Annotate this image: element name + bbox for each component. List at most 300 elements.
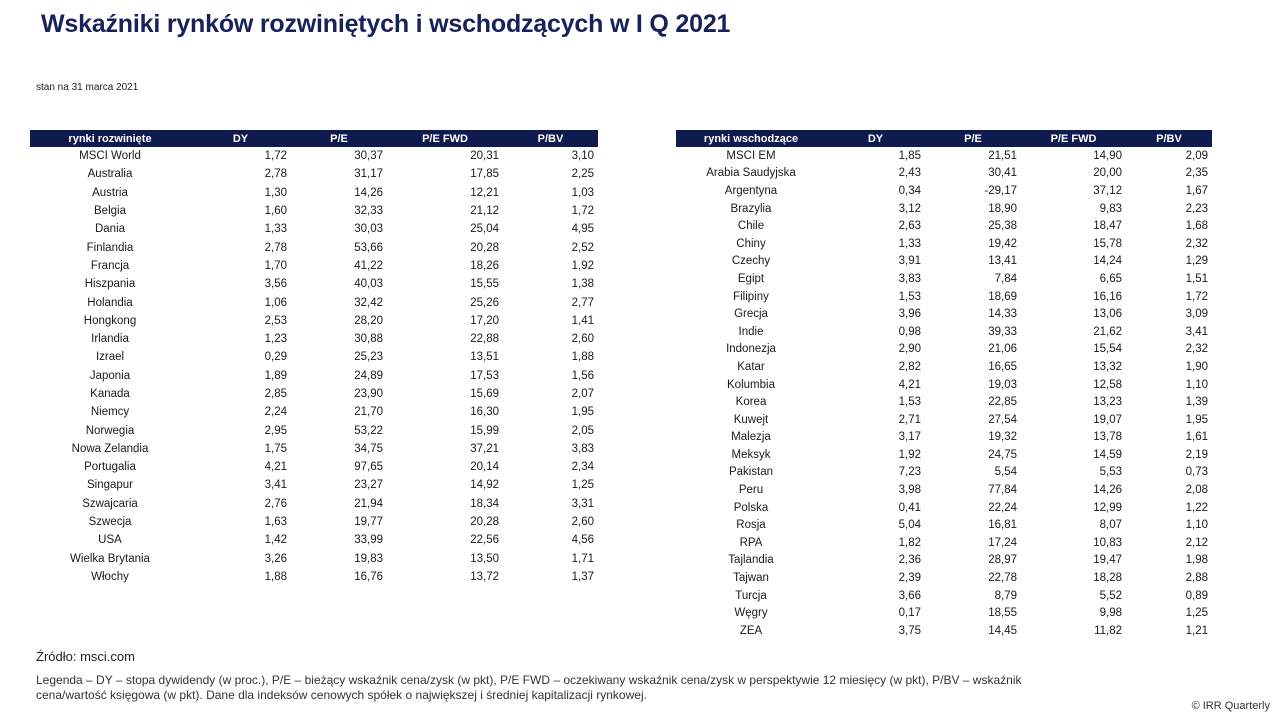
pe-fwd-value: 37,21 [470,442,499,455]
table-row [30,440,598,458]
pbv-value: 1,22 [1185,501,1208,514]
market-name: Francja [90,259,130,272]
pbv-value: 3,41 [1185,325,1208,338]
pbv-value: 2,32 [1185,237,1208,250]
pe-value: 5,54 [994,466,1017,479]
market-name: Kanada [90,388,130,400]
pe-fwd-value: 17,20 [470,314,499,327]
market-name: Malezja [731,431,771,444]
pbv-value: 2,07 [571,388,594,400]
pe-value: 22,24 [988,501,1017,514]
table-row [30,184,598,202]
header-dy: DY [826,130,925,147]
pbv-value: 1,25 [1185,607,1208,620]
market-name: Irlandia [91,333,129,346]
pe-value: 18,55 [988,607,1017,620]
market-name: Katar [737,360,765,373]
dy-value: 0,17 [898,607,921,620]
pe-value: 21,51 [988,149,1017,162]
market-name: Niemcy [90,406,130,419]
pbv-value: 1,98 [1185,554,1208,567]
table-row [676,569,1212,587]
emerging-table-body [676,147,1212,640]
table-row [30,476,598,494]
pbv-value: 3,09 [1185,308,1208,321]
table-row [676,534,1212,552]
pbv-value: 1,41 [571,314,594,327]
market-name: Portugalia [84,461,136,474]
table-row [30,147,598,165]
dy-value: 3,98 [898,484,921,497]
pe-fwd-value: 15,54 [1093,343,1122,356]
pe-fwd-value: 12,99 [1093,501,1122,514]
dy-value: 0,34 [898,184,921,197]
table-row [676,393,1212,411]
dy-value: 5,04 [898,519,921,532]
dy-value: 2,85 [264,388,287,400]
header-pe-fwd: P/E FWD [1021,130,1126,147]
table-row [30,257,598,275]
pbv-value: 1,10 [1185,378,1208,391]
table-row [30,220,598,238]
pe-fwd-value: 9,98 [1099,607,1122,620]
dy-value: 1,23 [264,333,287,346]
market-name: Meksyk [731,448,771,461]
pe-value: 16,65 [988,360,1017,373]
pbv-value: 1,21 [1185,624,1208,637]
pbv-value: 1,67 [1185,184,1208,197]
dy-value: 1,53 [898,290,921,303]
dy-value: 1,33 [264,223,287,236]
pe-value: -29,17 [984,184,1017,197]
market-name: Szwajcaria [82,497,138,510]
pe-fwd-value: 14,59 [1093,448,1122,461]
pe-fwd-value: 20,00 [1093,167,1122,180]
table-row [30,550,598,568]
table-row [676,323,1212,341]
dy-value: 4,21 [898,378,921,391]
table-row [676,411,1212,429]
pe-fwd-value: 13,32 [1093,360,1122,373]
market-name: Peru [738,484,764,497]
pe-fwd-value: 22,88 [470,333,499,346]
pe-value: 21,06 [988,343,1017,356]
pe-value: 34,75 [354,442,383,455]
header-pbv: P/BV [1126,130,1212,147]
pe-fwd-value: 6,65 [1099,272,1122,285]
pbv-value: 1,38 [571,278,594,291]
table-row [676,200,1212,218]
pe-value: 30,03 [354,223,383,236]
table-row [676,288,1212,306]
table-row [30,330,598,348]
dy-value: 2,78 [264,168,287,181]
header-pe: P/E [291,130,387,147]
table-row [676,499,1212,517]
pe-value: 22,85 [988,396,1017,409]
pbv-value: 1,56 [571,369,594,382]
market-name: Kolumbia [727,378,775,391]
market-name: RPA [739,536,763,549]
pe-value: 24,75 [988,448,1017,461]
pe-value: 77,84 [988,484,1017,497]
dy-value: 1,85 [898,149,921,162]
pe-value: 27,54 [988,413,1017,426]
pbv-value: 1,37 [571,570,594,583]
pbv-value: 1,72 [1185,290,1208,303]
market-name: Polska [733,501,769,514]
dy-value: 2,63 [898,220,921,233]
market-name: Tajwan [733,572,769,585]
pe-fwd-value: 15,55 [470,278,499,291]
dy-value: 1,06 [264,296,287,309]
pe-value: 30,37 [354,150,383,163]
pe-value: 97,65 [354,461,383,474]
table-row [676,604,1212,622]
pbv-value: 2,12 [1185,536,1208,549]
dy-value: 1,30 [264,186,287,199]
pe-value: 23,27 [354,479,383,492]
pe-value: 31,17 [354,168,383,181]
pe-value: 19,83 [354,552,383,565]
dy-value: 0,29 [264,351,287,364]
dy-value: 2,39 [898,572,921,585]
pbv-value: 1,95 [571,406,594,419]
pe-fwd-value: 18,26 [470,259,499,272]
pe-value: 41,22 [354,259,383,272]
pe-fwd-value: 20,28 [470,241,499,254]
pe-fwd-value: 14,26 [1093,484,1122,497]
table-header-row [30,130,598,147]
table-row [676,622,1212,640]
pe-value: 18,90 [988,202,1017,215]
market-name: Belgia [94,205,126,218]
pbv-value: 1,61 [1185,431,1208,444]
dy-value: 2,36 [898,554,921,567]
table-row [30,568,598,586]
pe-value: 30,88 [354,333,383,346]
market-name: Finlandia [86,241,134,254]
pe-fwd-value: 17,53 [470,369,499,382]
dy-value: 2,24 [264,406,287,419]
pbv-value: 1,51 [1185,272,1208,285]
header-pe-fwd: P/E FWD [387,130,503,147]
dy-value: 1,63 [264,516,287,529]
market-name: Indonezja [726,343,776,356]
market-name: USA [98,534,122,547]
market-name: Arabia Saudyjska [706,167,796,180]
table-row [676,235,1212,253]
pbv-value: 2,23 [1185,202,1208,215]
dy-value: 4,21 [264,461,287,474]
pe-value: 25,38 [988,220,1017,233]
market-name: Argentyna [724,184,778,197]
pbv-value: 1,10 [1185,519,1208,532]
table-row [30,458,598,476]
pe-fwd-value: 15,99 [470,424,499,437]
pbv-value: 1,39 [1185,396,1208,409]
table-row [30,312,598,330]
pbv-value: 3,83 [571,442,594,455]
pbv-value: 2,05 [571,424,594,437]
pe-value: 30,41 [988,167,1017,180]
market-name: Tajlandia [728,554,774,567]
table-row [676,182,1212,200]
table-row [30,367,598,385]
market-name: Węgry [734,607,768,620]
developed-markets-table [30,130,598,586]
table-row [676,147,1212,165]
pe-value: 19,77 [354,516,383,529]
pbv-value: 2,77 [571,296,594,309]
table-row [30,275,598,293]
dy-value: 2,43 [898,167,921,180]
market-name: Izrael [95,351,125,364]
table-row [676,516,1212,534]
pe-value: 16,81 [988,519,1017,532]
dy-value: 1,82 [898,536,921,549]
dy-value: 1,53 [898,396,921,409]
copyright: © IRR Quarterly [1191,700,1270,712]
pe-value: 28,20 [354,314,383,327]
table-row [676,552,1212,570]
dy-value: 1,70 [264,259,287,272]
table-row [676,217,1212,235]
market-name: Czechy [731,255,771,268]
pe-fwd-value: 19,07 [1093,413,1122,426]
pbv-value: 1,03 [571,186,594,199]
market-name: Holandia [87,296,133,309]
market-name: Brazylia [730,202,772,215]
developed-table-body [30,147,598,586]
dy-value: 2,76 [264,497,287,510]
market-name: Norwegia [85,424,135,437]
dy-value: 3,91 [898,255,921,268]
header-market: rynki rozwinięte [30,130,190,147]
dy-value: 3,56 [264,278,287,291]
dy-value: 3,17 [898,431,921,444]
pe-fwd-value: 11,82 [1094,624,1122,637]
dy-value: 3,41 [264,479,287,492]
table-row [676,253,1212,271]
dy-value: 3,75 [898,624,921,637]
dy-value: 2,78 [264,241,287,254]
emerging-markets-table [676,130,1212,640]
table-row [30,403,598,421]
legend-note: Legenda – DY – stopa dywidendy (w proc.), P/E – bieżący wskaźnik cena/zysk (w pkt), P/E FWD – oczekiwany wskaźnik cena/zysk w perspektywie 12 miesięcy (w pkt), P/BV – wskaźnik cena/wartość księgowa (w pkt). Dane dla indeksów cenowych spółek o największej i średniej kapitalizacji rynkowej. [36,673,1022,702]
pe-value: 25,23 [354,351,383,364]
market-name: MSCI EM [726,149,776,162]
market-name: Hiszpania [84,278,136,291]
dy-value: 1,42 [264,534,287,547]
market-name: Filipiny [733,290,769,303]
pbv-value: 4,56 [571,534,594,547]
market-name: Grecja [734,308,768,321]
pe-value: 39,33 [988,325,1017,338]
dy-value: 1,88 [264,570,287,583]
pe-fwd-value: 16,16 [1093,290,1122,303]
dy-value: 3,26 [264,552,287,565]
pe-fwd-value: 20,14 [470,461,499,474]
pe-fwd-value: 20,28 [470,516,499,529]
dy-value: 0,98 [898,325,921,338]
pe-fwd-value: 12,58 [1093,378,1122,391]
pbv-value: 2,09 [1185,149,1208,162]
market-name: Singapur [86,479,134,492]
dy-value: 1,33 [898,237,921,250]
header-market: rynki wschodzące [676,130,826,147]
pe-fwd-value: 5,53 [1099,466,1122,479]
market-name: MSCI World [79,150,141,163]
market-name: Rosja [736,519,766,532]
pe-fwd-value: 37,12 [1093,184,1122,197]
pe-fwd-value: 15,78 [1093,237,1122,250]
pe-fwd-value: 14,24 [1093,255,1122,268]
market-name: Chiny [736,237,766,250]
pbv-value: 1,72 [571,205,594,218]
pe-fwd-value: 13,78 [1093,431,1122,444]
market-name: Włochy [91,570,129,583]
pe-value: 14,26 [354,186,383,199]
pbv-value: 2,34 [571,461,594,474]
table-row [30,293,598,311]
table-row [30,513,598,531]
pbv-value: 1,88 [571,351,594,364]
pe-fwd-value: 15,69 [470,388,499,400]
pbv-value: 2,60 [571,516,594,529]
market-name: Turcja [735,589,767,602]
pe-value: 19,42 [988,237,1017,250]
source-note: Źródło: msci.com [36,649,135,664]
pe-fwd-value: 9,83 [1099,202,1122,215]
table-row [676,358,1212,376]
pe-value: 19,03 [988,378,1017,391]
table-row [30,495,598,513]
pe-fwd-value: 19,47 [1093,554,1122,567]
dy-value: 2,53 [264,314,287,327]
pbv-value: 1,71 [571,552,594,565]
table-row [676,587,1212,605]
market-name: Australia [87,168,133,181]
table-row [676,270,1212,288]
pe-fwd-value: 18,47 [1093,220,1122,233]
pe-fwd-value: 13,23 [1093,396,1122,409]
dy-value: 3,96 [898,308,921,321]
header-dy: DY [190,130,291,147]
pe-value: 18,69 [988,290,1017,303]
pbv-value: 2,25 [571,168,594,181]
pe-fwd-value: 13,51 [470,351,499,364]
as-of-date: stan na 31 marca 2021 [36,82,139,93]
pe-fwd-value: 25,26 [470,296,499,309]
pe-fwd-value: 13,06 [1093,308,1122,321]
page-title: Wskaźniki rynków rozwiniętych i wschodzących w I Q 2021 [41,10,731,38]
pbv-value: 2,08 [1185,484,1208,497]
table-row [676,165,1212,183]
pe-fwd-value: 18,28 [1093,572,1122,585]
pe-value: 28,97 [988,554,1017,567]
table-header-row [676,130,1212,147]
pe-fwd-value: 18,34 [470,497,499,510]
market-name: Japonia [89,369,131,382]
dy-value: 1,60 [264,205,287,218]
pe-fwd-value: 25,04 [470,223,499,236]
market-name: Nowa Zelandia [71,442,149,455]
dy-value: 7,23 [898,466,921,479]
market-name: Indie [738,325,764,338]
dy-value: 2,95 [264,424,287,437]
table-row [676,305,1212,323]
table-row [30,348,598,366]
table-row [676,429,1212,447]
pbv-value: 1,95 [1185,413,1208,426]
pe-fwd-value: 20,31 [470,150,499,163]
pbv-value: 1,92 [571,259,594,272]
pe-fwd-value: 14,92 [470,479,499,492]
pbv-value: 3,10 [571,150,594,163]
table-row [30,385,598,403]
dy-value: 1,75 [264,442,287,455]
pbv-value: 4,95 [571,223,594,236]
market-name: Egipt [737,272,765,285]
pe-value: 7,84 [994,272,1017,285]
pe-value: 21,94 [354,497,383,510]
table-row [676,446,1212,464]
pbv-value: 2,52 [571,241,594,254]
pe-value: 8,79 [994,589,1017,602]
table-row [30,238,598,256]
market-name: Wielka Brytania [70,552,150,565]
pe-value: 13,41 [988,255,1017,268]
table-row [30,421,598,439]
table-row [676,464,1212,482]
pe-fwd-value: 5,52 [1099,589,1122,602]
pbv-value: 0,73 [1185,466,1208,479]
market-name: Chile [737,220,765,233]
dy-value: 3,12 [898,202,921,215]
pbv-value: 2,32 [1185,343,1208,356]
pe-fwd-value: 13,72 [470,570,499,583]
table-row [676,481,1212,499]
pbv-value: 3,31 [571,497,594,510]
dy-value: 2,82 [898,360,921,373]
pbv-value: 1,29 [1185,255,1208,268]
pe-fwd-value: 22,56 [470,534,499,547]
pe-fwd-value: 12,21 [470,186,499,199]
table-row [676,376,1212,394]
table-row [30,531,598,549]
market-name: Dania [94,223,126,236]
pe-fwd-value: 8,07 [1099,519,1122,532]
dy-value: 2,90 [898,343,921,356]
pe-fwd-value: 13,50 [470,552,499,565]
pe-value: 19,32 [988,431,1017,444]
pe-value: 40,03 [354,278,383,291]
pe-fwd-value: 14,90 [1093,149,1122,162]
dy-value: 0,41 [898,501,921,514]
pe-value: 32,33 [354,205,383,218]
market-name: Kuwejt [733,413,769,426]
header-pe: P/E [925,130,1021,147]
pe-value: 16,76 [354,570,383,583]
pe-fwd-value: 10,83 [1093,536,1122,549]
dy-value: 1,92 [898,448,921,461]
market-name: Korea [735,396,767,409]
pe-fwd-value: 21,12 [470,205,499,218]
pe-value: 21,70 [354,406,383,419]
pe-fwd-value: 21,62 [1093,325,1122,338]
pbv-value: 0,89 [1185,589,1208,602]
